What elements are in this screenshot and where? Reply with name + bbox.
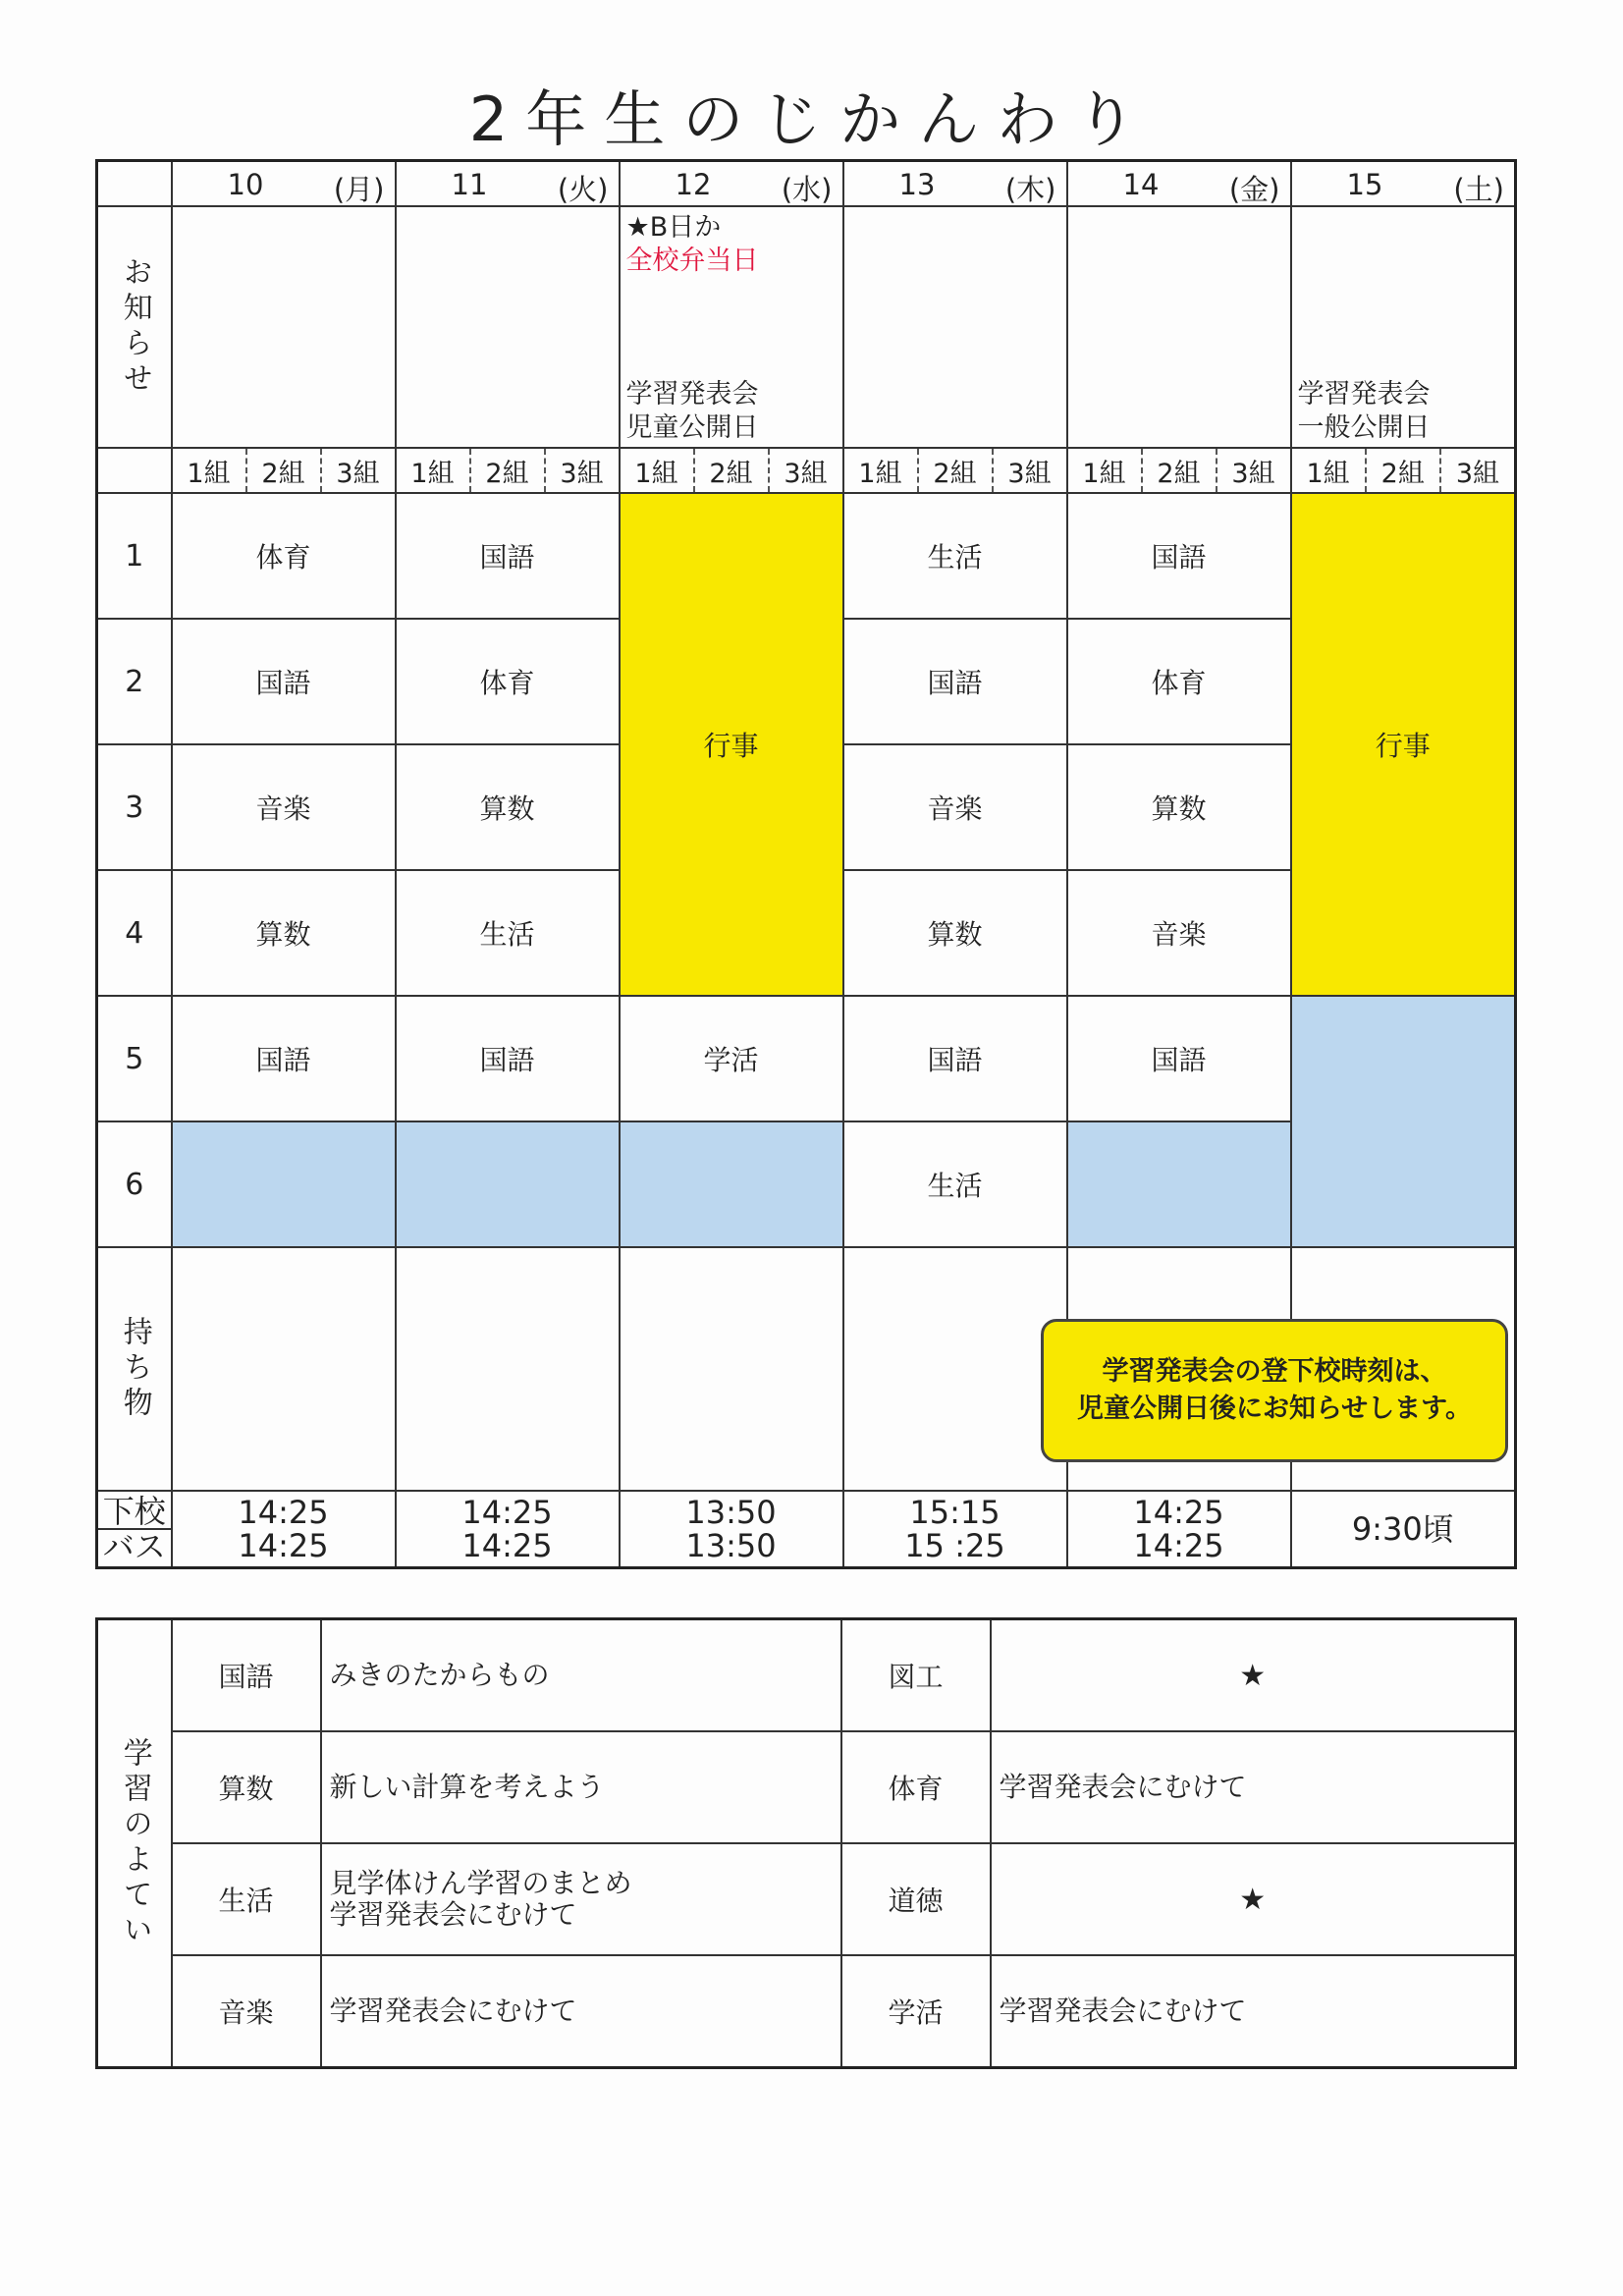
period-number: 5	[97, 996, 172, 1121]
notice-text: 学習発表会	[1297, 379, 1431, 410]
subject-cell: 国語	[396, 493, 620, 619]
subject-cell: 国語	[172, 619, 396, 744]
guide-subject: 学活	[841, 1955, 991, 2068]
dismissal-row	[97, 1491, 1516, 1568]
bus-time: 13:50	[685, 1527, 777, 1564]
day-header-mon	[172, 161, 396, 207]
guide-text-line: 学習発表会にむけて	[329, 1898, 577, 1931]
bus-time: 14:25	[1133, 1527, 1224, 1564]
class-header	[396, 448, 620, 493]
class-header	[172, 448, 396, 493]
subject-cell: 国語	[1067, 996, 1291, 1121]
guide-subject: 生活	[172, 1843, 321, 1955]
event-cell-sat: 行事	[1291, 493, 1516, 996]
dismissal-time: 13:50	[685, 1494, 777, 1531]
day-header-sat	[1291, 161, 1516, 207]
day-of-week: (水)	[781, 173, 833, 206]
class-label: 2組	[1143, 449, 1217, 492]
class-label: 3組	[560, 458, 604, 489]
subject-cell: 生活	[843, 493, 1067, 619]
day-number: 13	[898, 168, 936, 201]
dismissal-text: 下校	[98, 1495, 171, 1530]
period-number: 3	[97, 744, 172, 870]
guide-star: ★	[991, 1843, 1516, 1955]
free-cell	[172, 1121, 396, 1247]
guide-subject: 算数	[172, 1731, 321, 1843]
bus-time: 15 :25	[904, 1527, 1005, 1564]
subject-cell: 算数	[843, 870, 1067, 996]
subject-cell: 体育	[172, 493, 396, 619]
guide-text-line: 見学体けん学習のまとめ	[329, 1867, 632, 1899]
subject-cell: 算数	[396, 744, 620, 870]
guide-subject: 図工	[841, 1619, 991, 1732]
class-row	[97, 448, 1516, 493]
notice-thu	[843, 206, 1067, 448]
day-header-wed	[620, 161, 843, 207]
subject-cell: 音楽	[843, 744, 1067, 870]
period-row-5	[97, 996, 1516, 1121]
class-label: 3組	[1231, 458, 1275, 489]
class-header	[1067, 448, 1291, 493]
class-label: 1組	[1292, 449, 1367, 492]
class-row-corner	[97, 448, 172, 493]
day-of-week: (木)	[1004, 173, 1056, 206]
class-label: 2組	[1367, 449, 1441, 492]
class-label: 1組	[844, 449, 919, 492]
guide-subject: 国語	[172, 1619, 321, 1732]
day-number: 10	[227, 168, 264, 201]
items-cell	[172, 1247, 396, 1491]
class-label: 3組	[336, 458, 380, 489]
subject-cell: 国語	[843, 619, 1067, 744]
guide-row	[97, 1843, 1516, 1955]
study-guide-label: 学習のよてい	[97, 1619, 172, 2068]
subject-cell: 体育	[396, 619, 620, 744]
notice-mon	[172, 206, 396, 448]
period-number: 2	[97, 619, 172, 744]
free-cell-sat	[1291, 996, 1516, 1247]
day-header-row	[97, 161, 1516, 207]
items-cell	[843, 1247, 1067, 1491]
class-label: 2組	[695, 449, 770, 492]
notice-fri	[1067, 206, 1291, 448]
notice-text: 一般公開日	[1297, 412, 1431, 443]
time-cell	[620, 1491, 843, 1568]
class-header	[620, 448, 843, 493]
notice-label: お知らせ	[97, 206, 172, 448]
guide-row	[97, 1619, 1516, 1732]
period-row-1	[97, 493, 1516, 619]
class-label: 2組	[247, 449, 322, 492]
notice-tue	[396, 206, 620, 448]
callout-line: 学習発表会の登下校時刻は、	[1102, 1356, 1447, 1387]
guide-star: ★	[991, 1619, 1516, 1732]
class-label: 1組	[621, 449, 695, 492]
notice-text: ★B日か	[625, 212, 722, 243]
subject-cell: 音楽	[1067, 870, 1291, 996]
items-cell	[620, 1247, 843, 1491]
subject-cell: 国語	[172, 996, 396, 1121]
class-label: 2組	[919, 449, 994, 492]
guide-text	[321, 1843, 841, 1955]
event-cell-wed: 行事	[620, 493, 843, 996]
time-cell: 9:30頃	[1291, 1491, 1516, 1568]
subject-cell: 生活	[843, 1121, 1067, 1247]
period-number: 1	[97, 493, 172, 619]
header-corner	[97, 161, 172, 207]
dismissal-callout	[1041, 1319, 1508, 1462]
dismissal-time: 14:25	[461, 1494, 553, 1531]
guide-text: 学習発表会にむけて	[991, 1731, 1516, 1843]
time-cell	[843, 1491, 1067, 1568]
class-label: 1組	[1068, 449, 1143, 492]
items-label: 持ち物	[97, 1247, 172, 1491]
guide-subject: 音楽	[172, 1955, 321, 2068]
day-header-fri	[1067, 161, 1291, 207]
notice-sat	[1291, 206, 1516, 448]
class-header	[1291, 448, 1516, 493]
bus-text: バス	[102, 1528, 166, 1565]
subject-cell: 国語	[1067, 493, 1291, 619]
notice-text-red: 全校弁当日	[625, 246, 759, 276]
items-cell	[396, 1247, 620, 1491]
notice-wed	[620, 206, 843, 448]
class-label: 3組	[1007, 458, 1052, 489]
day-header-tue	[396, 161, 620, 207]
period-number: 6	[97, 1121, 172, 1247]
notice-row	[97, 206, 1516, 448]
class-label: 2組	[471, 449, 546, 492]
class-header	[843, 448, 1067, 493]
guide-subject: 体育	[841, 1731, 991, 1843]
notice-text: 学習発表会	[625, 379, 759, 410]
time-cell	[1067, 1491, 1291, 1568]
day-number: 15	[1346, 168, 1383, 201]
free-cell	[620, 1121, 843, 1247]
day-of-week: (土)	[1453, 173, 1504, 206]
dismissal-time: 14:25	[1133, 1494, 1224, 1531]
day-number: 14	[1122, 168, 1160, 201]
subject-cell: 国語	[396, 996, 620, 1121]
day-of-week: (火)	[557, 173, 609, 206]
bus-time: 14:25	[238, 1527, 329, 1564]
guide-text: 新しい計算を考えよう	[321, 1731, 841, 1843]
day-of-week: (月)	[333, 173, 385, 206]
study-guide-table	[95, 1617, 1517, 2069]
free-cell	[396, 1121, 620, 1247]
subject-cell: 体育	[1067, 619, 1291, 744]
day-number: 11	[451, 168, 488, 201]
subject-cell: 生活	[396, 870, 620, 996]
day-number: 12	[675, 168, 712, 201]
guide-text: みきのたからもの	[321, 1619, 841, 1732]
subject-cell: 算数	[172, 870, 396, 996]
class-label: 1組	[173, 449, 247, 492]
free-cell	[1067, 1121, 1291, 1247]
day-of-week: (金)	[1228, 173, 1280, 206]
guide-row	[97, 1731, 1516, 1843]
subject-cell: 算数	[1067, 744, 1291, 870]
time-cell	[172, 1491, 396, 1568]
period-number: 4	[97, 870, 172, 996]
callout-line: 児童公開日後にお知らせします。	[1076, 1394, 1473, 1424]
subject-cell: 学活	[620, 996, 843, 1121]
guide-text: 学習発表会にむけて	[321, 1955, 841, 2068]
dismissal-label	[97, 1491, 172, 1568]
time-cell	[396, 1491, 620, 1568]
class-label: 3組	[1455, 458, 1500, 489]
dismissal-time: 15:15	[909, 1494, 1001, 1531]
page-title: 2年生のじかんわり	[468, 83, 1155, 155]
subject-cell: 国語	[843, 996, 1067, 1121]
day-header-thu	[843, 161, 1067, 207]
guide-row	[97, 1955, 1516, 2068]
class-label: 1組	[397, 449, 471, 492]
notice-text: 児童公開日	[625, 412, 759, 443]
class-label: 3組	[784, 458, 828, 489]
guide-text: 学習発表会にむけて	[991, 1955, 1516, 2068]
dismissal-time: 14:25	[238, 1494, 329, 1531]
bus-time: 14:25	[461, 1527, 553, 1564]
subject-cell: 音楽	[172, 744, 396, 870]
guide-subject: 道徳	[841, 1843, 991, 1955]
